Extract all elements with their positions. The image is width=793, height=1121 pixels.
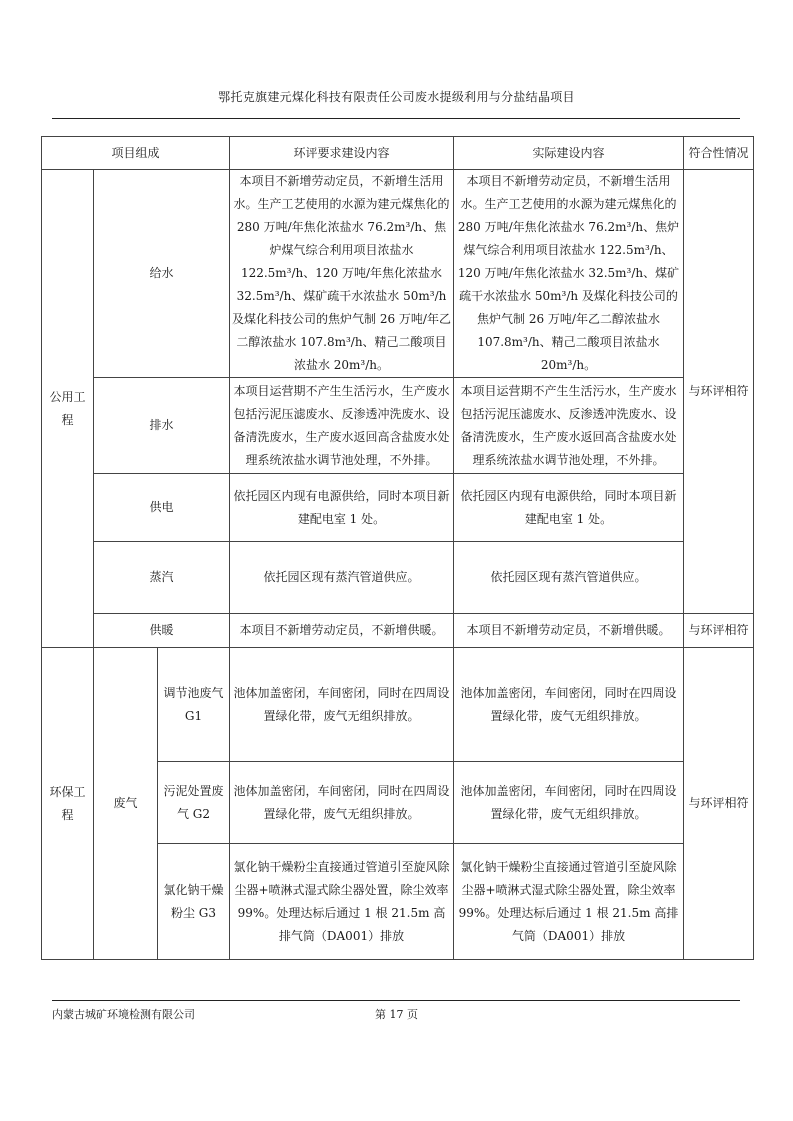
table-row <box>42 378 754 474</box>
compliance-env: 与环评相符 <box>684 648 754 960</box>
actual-content: 池体加盖密闭，车间密闭，同时在四周设置绿化带，废气无组织排放。 <box>454 762 684 844</box>
table-row <box>42 614 754 648</box>
required-content: 氯化钠干燥粉尘直接通过管道引至旋风除尘器+喷淋式湿式除尘器处置，除尘效率 99%。处理达标后通过 1 根 21.5m 高排气筒（DA001）排放 <box>230 844 454 960</box>
header-required: 环评要求建设内容 <box>230 137 454 170</box>
item-name: 污泥处置废气 G2 <box>158 762 230 844</box>
item-name: 氯化钠干燥粉尘 G3 <box>158 844 230 960</box>
table-row <box>42 648 754 762</box>
item-name: 供暖 <box>94 614 230 648</box>
compliance-public: 与环评相符 <box>684 170 754 614</box>
item-name: 给水 <box>94 170 230 378</box>
subcategory-exhaust-gas: 废气 <box>94 648 158 960</box>
item-name: 排水 <box>94 378 230 474</box>
project-composition-table <box>41 136 754 960</box>
item-name: 调节池废气 G1 <box>158 648 230 762</box>
category-public-engineering: 公用工程 <box>42 170 94 648</box>
header-actual: 实际建设内容 <box>454 137 684 170</box>
actual-content: 本项目不新增劳动定员，不新增供暖。 <box>454 614 684 648</box>
actual-content: 本项目不新增劳动定员，不新增生活用水。生产工艺使用的水源为建元煤焦化的 280 万吨/年焦化浓盐水 76.2m³/h、焦炉煤气综合利用项目浓盐水 122.5m³/h、120 万吨/年焦化浓盐水 32.5m³/h、煤矿疏干水浓盐水 50m³/h 及煤化科技公司的焦炉气制 26 万吨/年乙二醇浓盐水 107.8m³/h、精己二酸项目浓盐水 20m³/h。 <box>454 170 684 378</box>
actual-content: 氯化钠干燥粉尘直接通过管道引至旋风除尘器+喷淋式湿式除尘器处置，除尘效率 99%。处理达标后通过 1 根 21.5m 高排气筒（DA001）排放 <box>454 844 684 960</box>
item-name: 蒸汽 <box>94 542 230 614</box>
actual-content: 本项目运营期不产生生活污水，生产废水包括污泥压滤废水、反渗透冲洗废水、设备清洗废水，生产废水返回高含盐废水处理系统浓盐水调节池处理，不外排。 <box>454 378 684 474</box>
actual-content: 依托园区内现有电源供给，同时本项目新建配电室 1 处。 <box>454 474 684 542</box>
footer-company: 内蒙古城矿环境检测有限公司 <box>52 1008 195 1021</box>
required-content: 池体加盖密闭，车间密闭，同时在四周设置绿化带，废气无组织排放。 <box>230 648 454 762</box>
footer-page-number: 第 17 页 <box>375 1008 418 1021</box>
footer-divider <box>52 1000 740 1001</box>
required-content: 本项目不新增劳动定员，不新增供暖。 <box>230 614 454 648</box>
required-content: 依托园区现有蒸汽管道供应。 <box>230 542 454 614</box>
table-row <box>42 170 754 378</box>
header-component: 项目组成 <box>42 137 230 170</box>
header-divider <box>52 118 740 119</box>
table-row <box>42 474 754 542</box>
category-env-engineering: 环保工程 <box>42 648 94 960</box>
required-content: 依托园区内现有电源供给，同时本项目新建配电室 1 处。 <box>230 474 454 542</box>
required-content: 池体加盖密闭，车间密闭，同时在四周设置绿化带，废气无组织排放。 <box>230 762 454 844</box>
compliance-heating: 与环评相符 <box>684 614 754 648</box>
actual-content: 池体加盖密闭，车间密闭，同时在四周设置绿化带，废气无组织排放。 <box>454 648 684 762</box>
required-content: 本项目运营期不产生生活污水，生产废水包括污泥压滤废水、反渗透冲洗废水、设备清洗废水，生产废水返回高含盐废水处理系统浓盐水调节池处理，不外排。 <box>230 378 454 474</box>
header-compliance: 符合性情况 <box>684 137 754 170</box>
required-content: 本项目不新增劳动定员，不新增生活用水。生产工艺使用的水源为建元煤焦化的 280 万吨/年焦化浓盐水 76.2m³/h、焦炉煤气综合利用项目浓盐水 122.5m³/h、120 万吨/年焦化浓盐水 32.5m³/h、煤矿疏干水浓盐水 50m³/h 及煤化科技公司的焦炉气制 26 万吨/年乙二醇浓盐水 107.8m³/h、精己二酸项目浓盐水 20m³/h。 <box>230 170 454 378</box>
item-name: 供电 <box>94 474 230 542</box>
document-header-title: 鄂托克旗建元煤化科技有限责任公司废水提级利用与分盐结晶项目 <box>218 90 575 104</box>
table-row <box>42 542 754 614</box>
actual-content: 依托园区现有蒸汽管道供应。 <box>454 542 684 614</box>
table-header-row <box>42 137 754 170</box>
